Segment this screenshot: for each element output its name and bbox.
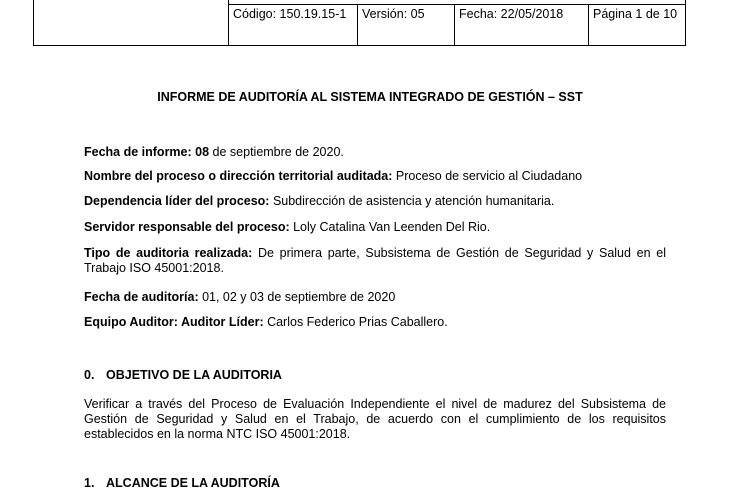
section-heading-alcance: 1. ALCANCE DE LA AUDITORÍA [84, 476, 280, 490]
field-nombre-proceso: Nombre del proceso o dirección territorial auditada: Proceso de servicio al Ciudadano [84, 169, 583, 183]
header-version: Versión: 05 [358, 5, 455, 45]
section-text-objetivo: Verificar a través del Proceso de Evaluación Independiente el nivel de madurez del Subsistema de Gestión de Seguridad y Salud en el Trabajo, de acuerdo con el cumplimiento de los requisitos establecidos en la norma NTC ISO 45001:2018. [84, 397, 666, 441]
field-fecha-auditoria: Fecha de auditoría: 01, 02 y 03 de septiembre de 2020 [84, 290, 396, 304]
field-equipo-auditor: Equipo Auditor: Auditor Líder: Carlos Federico Prias Caballero. [84, 315, 448, 329]
field-fecha-informe: Fecha de informe: 08 de septiembre de 2020. [84, 145, 344, 159]
field-tipo-auditoria: Tipo de auditoria realizada: De primera parte, Subsistema de Gestión de Seguridad y Salud en el Trabajo ISO 45001:2018. [84, 246, 666, 275]
header-logo-cell [34, 0, 229, 45]
header-fecha: Fecha: 22/05/2018 [455, 5, 589, 45]
field-servidor: Servidor responsable del proceso: Loly Catalina Van Leenden Del Rio. [84, 220, 491, 234]
header-pagina: Página 1 de 10 [593, 7, 678, 21]
document-header-table [33, 0, 686, 46]
field-dependencia: Dependencia líder del proceso: Subdirección de asistencia y atención humanitaria. [84, 194, 555, 208]
header-codigo: Código: 150.19.15-1 [229, 5, 358, 45]
report-title: INFORME DE AUDITORÍA AL SISTEMA INTEGRADO DE GESTIÓN – SST [157, 90, 583, 104]
section-heading-objetivo: 0. OBJETIVO DE LA AUDITORIA [84, 368, 282, 382]
